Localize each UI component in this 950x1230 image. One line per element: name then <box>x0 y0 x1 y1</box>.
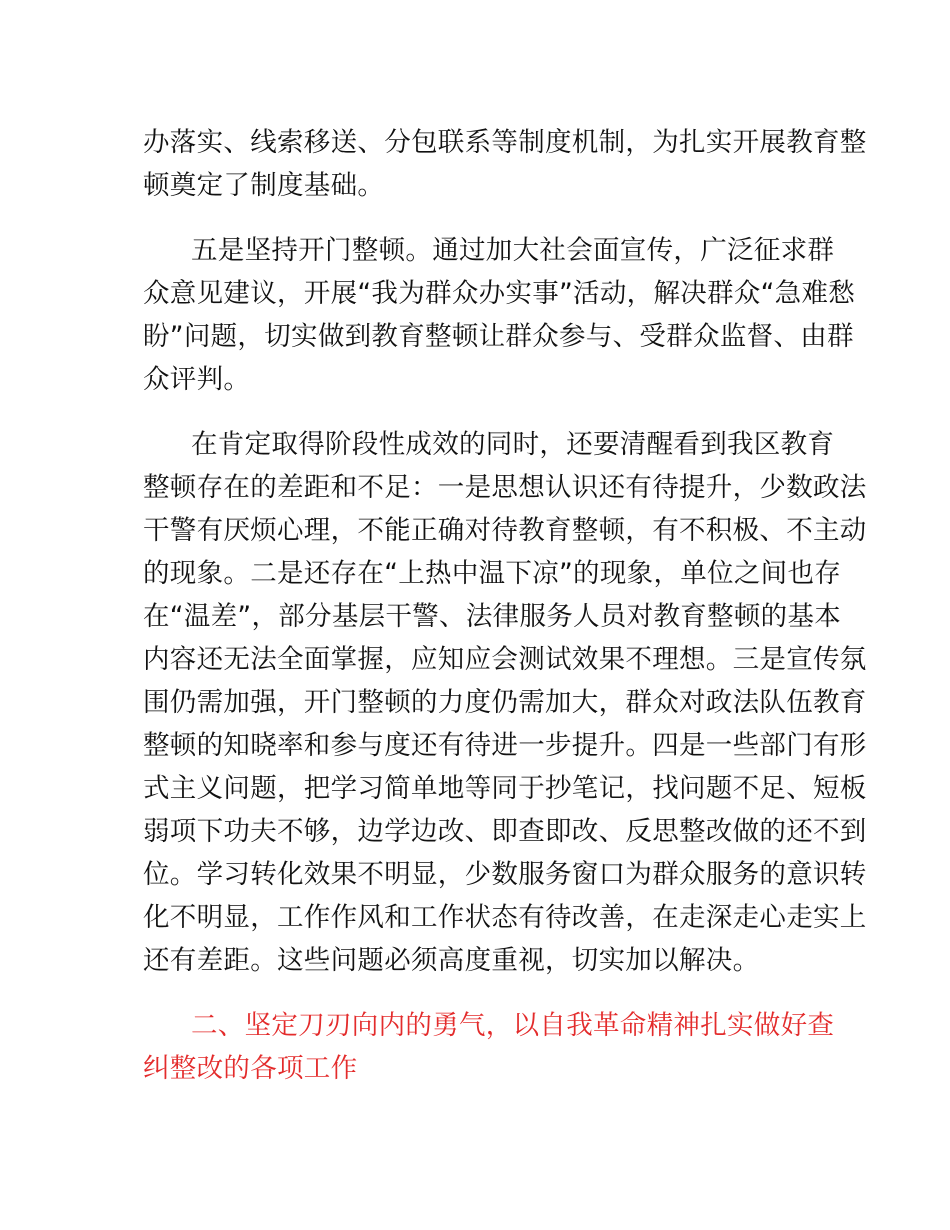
text-line: 干警有厌烦心理，不能正确对待教育整顿，有不积极、不主动 <box>143 515 867 546</box>
section-heading <box>143 1004 835 1090</box>
paragraph-open-rectification <box>143 229 856 401</box>
paragraph-gaps-and-shortcomings <box>143 423 867 982</box>
paragraph-institutional-foundation <box>143 121 867 207</box>
text-line: 位。学习转化效果不明显，少数服务窗口为群众服务的意识转 <box>143 859 867 890</box>
text-line: 的现象。二是还存在“上热中温下凉”的现象，单位之间也存 <box>143 558 842 589</box>
text-line: 五是坚持开门整顿。通过加大社会面宣传，广泛征求群 <box>191 235 835 266</box>
text-line: 在肯定取得阶段性成效的同时，还要清醒看到我区教育 <box>191 429 835 460</box>
text-line: 众评判。 <box>143 364 251 395</box>
document-page <box>143 121 867 1090</box>
heading-line: 纠整改的各项工作 <box>143 1053 358 1084</box>
text-line: 内容还无法全面掌握，应知应会测试效果不理想。三是宣传氛 <box>143 644 867 675</box>
text-line: 式主义问题，把学习简单地等同于抄笔记，找问题不足、短板 <box>143 773 867 804</box>
text-line: 众意见建议，开展“我为群众办实事”活动，解决群众“急难愁 <box>143 278 856 309</box>
text-line: 整顿的知晓率和参与度还有待进一步提升。四是一些部门有形 <box>143 730 867 761</box>
text-line: 办落实、线索移送、分包联系等制度机制，为扎实开展教育整 <box>143 127 867 158</box>
text-line: 还有差距。这些问题必须高度重视，切实加以解决。 <box>143 945 760 976</box>
text-line: 围仍需加强，开门整顿的力度仍需加大，群众对政法队伍教育 <box>143 687 867 718</box>
text-line: 在“温差”，部分基层干警、法律服务人员对教育整顿的基本 <box>143 601 842 632</box>
text-line: 顿奠定了制度基础。 <box>143 170 385 201</box>
heading-line: 二、坚定刀刃向内的勇气，以自我革命精神扎实做好查 <box>191 1010 835 1041</box>
text-line: 盼”问题，切实做到教育整顿让群众参与、受群众监督、由群 <box>143 321 854 352</box>
text-line: 弱项下功夫不够，边学边改、即查即改、反思整改做的还不到 <box>143 816 867 847</box>
text-line: 化不明显，工作作风和工作状态有待改善，在走深走心走实上 <box>143 902 867 933</box>
text-line: 整顿存在的差距和不足：一是思想认识还有待提升，少数政法 <box>143 472 867 503</box>
